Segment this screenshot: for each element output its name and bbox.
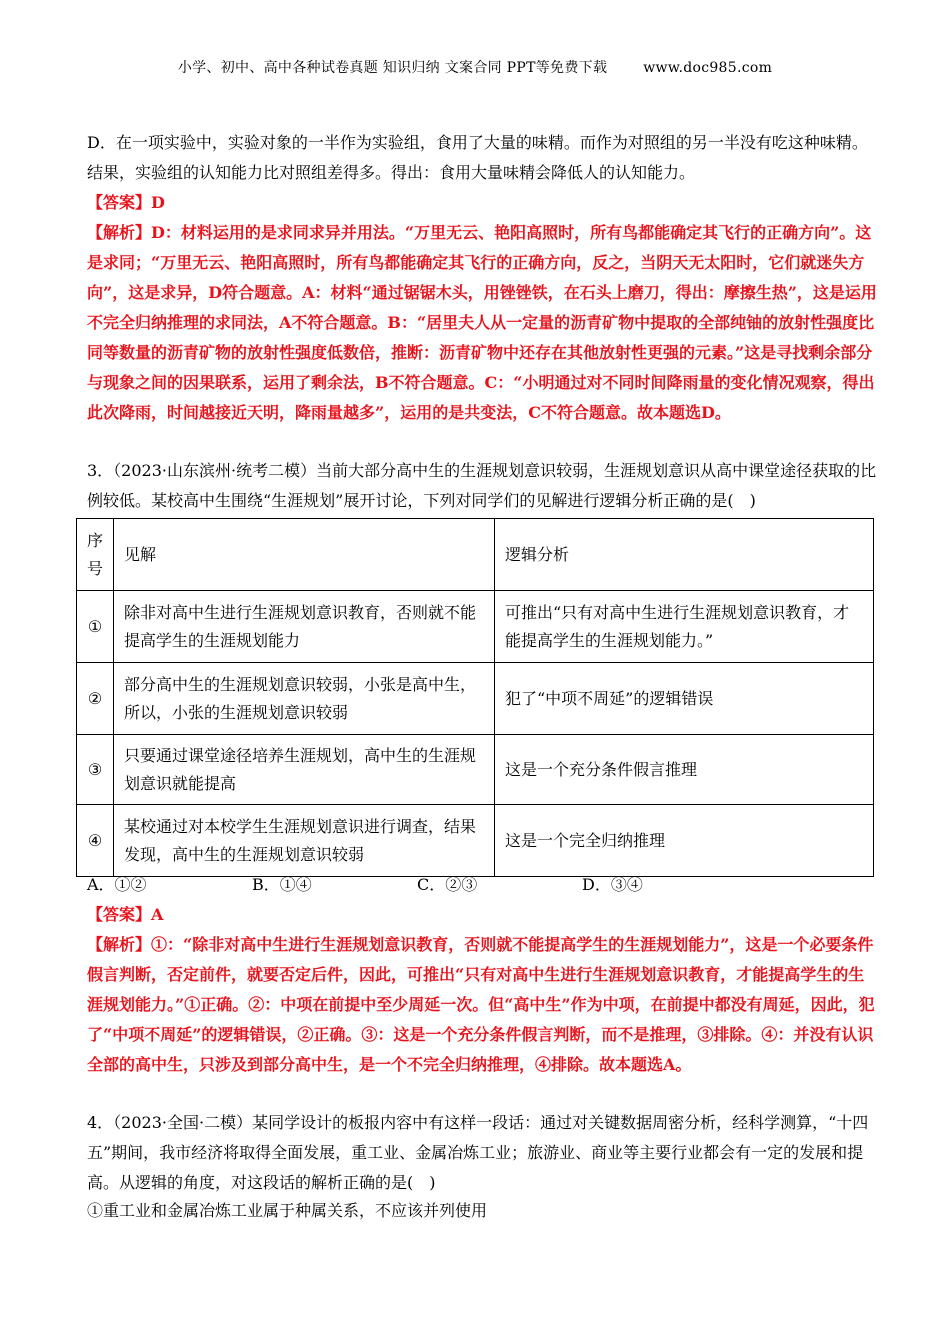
table-header-row [77, 519, 874, 591]
table-row [77, 805, 874, 877]
q2-option-d: D．在一项实验中，实验对象的一半作为实验组，食用了大量的味精。而作为对照组的另一半没有吃这种味精。结果，实验组的认知能力比对照组差得多。得出：食用大量味精会降低人的认知能力。 [87, 133, 868, 182]
q2-analysis-label: 【解析】 [87, 223, 152, 242]
row-view: 部分高中生的生涯规划意识较弱，小张是高中生，所以，小张的生涯规划意识较弱 [114, 663, 495, 735]
header-cell-analysis: 逻辑分析 [495, 519, 874, 591]
row-analysis: 这是一个充分条件假言推理 [495, 735, 874, 805]
row-index: ③ [77, 735, 114, 805]
row-index: ① [77, 591, 114, 663]
row-analysis: 可推出“只有对高中生进行生涯规划意识教育，才能提高学生的生涯规划能力。” [495, 591, 874, 663]
table-row [77, 591, 874, 663]
header-cell-index: 序号 [77, 519, 114, 591]
q4-stem: 4．（2023·全国·二模）某同学设计的板报内容中有这样一段话：通过对关键数据周密分析，经科学测算，“十四五”期间，我市经济将取得全面发展，重工业、金属冶炼工业；旅游业、商业等主要行业都会有一定的发展和提高。从逻辑的角度，对这段话的解析正确的是( ) [87, 1113, 869, 1192]
option-d: D．③④ [582, 875, 643, 894]
row-index: ④ [77, 805, 114, 877]
header-cell-view: 见解 [114, 519, 495, 591]
q3-analysis [87, 930, 877, 1080]
header-site: www.doc985.com [643, 60, 773, 76]
q3-table [76, 518, 874, 877]
row-analysis: 这是一个完全归纳推理 [495, 805, 874, 877]
q2-analysis [87, 218, 877, 428]
q3-analysis-text: ①：“除非对高中生进行生涯规划意识教育，否则就不能提高学生的生涯规划能力”，这是一个必要条件假言判断，否定前件，就要否定后件，因此，可推出“只有对高中生进行生涯规划意识教育，才能提高学生的生涯规划能力。”①正确。②：中项在前提中至少周延一次。但“高中生”作为中项，在前提中都没有周延，因此，犯了“中项不周延”的逻辑错误，②正确。③：这是一个充分条件假言判断，而不是推理，③排除。④：并没有认识全部的高中生，只涉及到部分高中生，是一个不完全归纳推理，④排除。故本题选A。 [87, 935, 875, 1074]
table-row [77, 663, 874, 735]
q3-options [87, 872, 747, 898]
q3-answer: 【答案】A [87, 905, 164, 924]
option-b: B．①④ [252, 875, 312, 894]
q3-analysis-label: 【解析】 [87, 935, 152, 954]
row-index: ② [77, 663, 114, 735]
row-analysis: 犯了“中项不周延”的逻辑错误 [495, 663, 874, 735]
row-view: 某校通过对本校学生生涯规划意识进行调查，结果发现，高中生的生涯规划意识较弱 [114, 805, 495, 877]
q3-stem: 3．（2023·山东滨州·统考二模）当前大部分高中生的生涯规划意识较弱，生涯规划意识从高中课堂途径获取的比例较低。某校高中生围绕“生涯规划”展开讨论，下列对同学们的见解进行逻辑分析正确的是( ) [87, 461, 877, 510]
option-c: C．②③ [417, 875, 478, 894]
table-row [77, 735, 874, 805]
q2-analysis-text: D：材料运用的是求同求异并用法。“万里无云、艳阳高照时，所有鸟都能确定其飞行的正确方向”。这是求同；“万里无云、艳阳高照时，所有鸟都能确定其飞行的正确方向，反之，当阴天无太阳时，它们就迷失方向”，这是求异，D符合题意。A：材料“通过锯锯木头，用锉锉铁，在石头上磨刀，得出：摩擦生热”，这是运用不完全归纳推理的求同法，A不符合题意。B：“居里夫人从一定量的沥青矿物中提取的全部纯铀的放射性强度比同等数量的沥青矿物的放射性强度低数倍，推断：沥青矿物中还存在其他放射性更强的元素。”这是寻找剩余部分与现象之间的因果联系，运用了剩余法，B不符合题意。C：“小明通过对不同时间降雨量的变化情况观察，得出此次降雨，时间越接近天明，降雨量越多”，运用的是共变法，C不符合题意。故本题选D。 [87, 223, 877, 422]
q4-item-1: ①重工业和金属冶炼工业属于种属关系，不应该并列使用 [87, 1201, 488, 1220]
row-view: 除非对高中生进行生涯规划意识教育，否则就不能提高学生的生涯规划能力 [114, 591, 495, 663]
q2-answer: 【答案】D [87, 193, 165, 212]
header-text: 小学、初中、高中各种试卷真题 知识归纳 文案合同 PPT等免费下载 [177, 60, 608, 76]
row-view: 只要通过课堂途径培养生涯规划，高中生的生涯规划意识就能提高 [114, 735, 495, 805]
page-header [0, 57, 950, 77]
option-a: A．①② [87, 875, 147, 894]
